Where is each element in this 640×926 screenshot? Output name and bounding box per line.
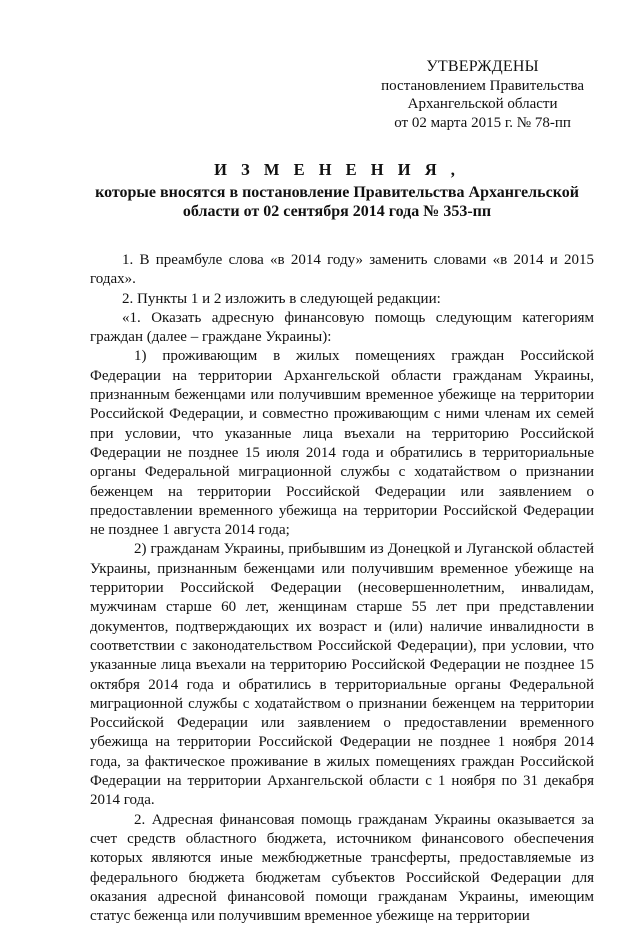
approval-line-1: постановлением Правительства bbox=[381, 77, 584, 94]
title-subtitle-line-1: которые вносятся в постановление Правительства Архангельской bbox=[95, 183, 579, 201]
paragraph-2: 2. Пункты 1 и 2 изложить в следующей редакции: bbox=[122, 290, 441, 307]
approval-line-3: от 02 марта 2015 г. № 78-пп bbox=[394, 114, 571, 131]
approval-line-2: Архангельской области bbox=[407, 96, 558, 112]
title-subtitle-line-2: области от 02 сентября 2014 года № 353-пп bbox=[182, 203, 492, 220]
paragraph-1: 1. В преамбуле слова «в 2014 году» заменить словами «в 2014 и 2015 годах». bbox=[90, 252, 594, 288]
approval-heading: УТВЕРЖДЕНЫ bbox=[426, 58, 539, 75]
document-title bbox=[90, 160, 584, 222]
paragraph-4: 2. Адресная финансовая помощь гражданам Украины оказывается за счет средств областного бюджета, источником финансового обеспечения которых являются иные межбюджетные трансферты, предоставляемые из федерального бюджета бюджетам субъектов Российской Федерации для оказания адресной финансовой помощи гражданам Украины, имеющим статус беженца или получившим временное убежище на территории bbox=[90, 811, 594, 925]
approval-stamp bbox=[381, 58, 584, 132]
document-body bbox=[90, 251, 594, 926]
paragraph-3: «1. Оказать адресную финансовую помощь следующим категориям граждан (далее – граждане Украины): bbox=[90, 309, 594, 346]
title-main: И З М Е Н Е Н И Я , bbox=[214, 160, 460, 179]
paragraph-item-1: 1) проживающим в жилых помещениях граждан Российской Федерации на территории Архангельской области гражданам Украины, признанным беженцами или получившим временное убежище на территории Российской Федерации, и совместно проживающим с ними членам их семей при условии, что указанные лица въехали на территорию Российской Федерации не позднее 15 июля 2014 года и обратились в территориальные органы Федеральной миграционной службы с ходатайством о признании беженцем на территории Российской Федерации или заявлением о предоставлении временного убежища на территории Российской Федерации не позднее 1 августа 2014 года; bbox=[90, 348, 594, 539]
paragraph-item-2: 2) гражданам Украины, прибывшим из Донецкой и Луганской областей Украины, признанным беженцами или получившим временное убежище на территории Российской Федерации (несовершеннолетним, инвалидам, мужчинам старше 60 лет, женщинам старше 55 лет при представлении документов, подтверждающих их возраст и (или) наличие инвалидности в соответствии с законодательством Российской Федерации), при условии, что указанные лица въехали на территорию Российской Федерации не позднее 15 октября 2014 года и обратились в территориальные органы Федеральной миграционной службы с ходатайством о признании беженцем на территории Российской Федерации или заявлением о предоставлении временного убежища на территории Российской Федерации не позднее 1 ноября 2014 года, за фактическое проживание в жилых помещениях граждан Российской Федерации на территории Архангельской области с 1 ноября по 31 декабря 2014 года. bbox=[90, 541, 594, 809]
